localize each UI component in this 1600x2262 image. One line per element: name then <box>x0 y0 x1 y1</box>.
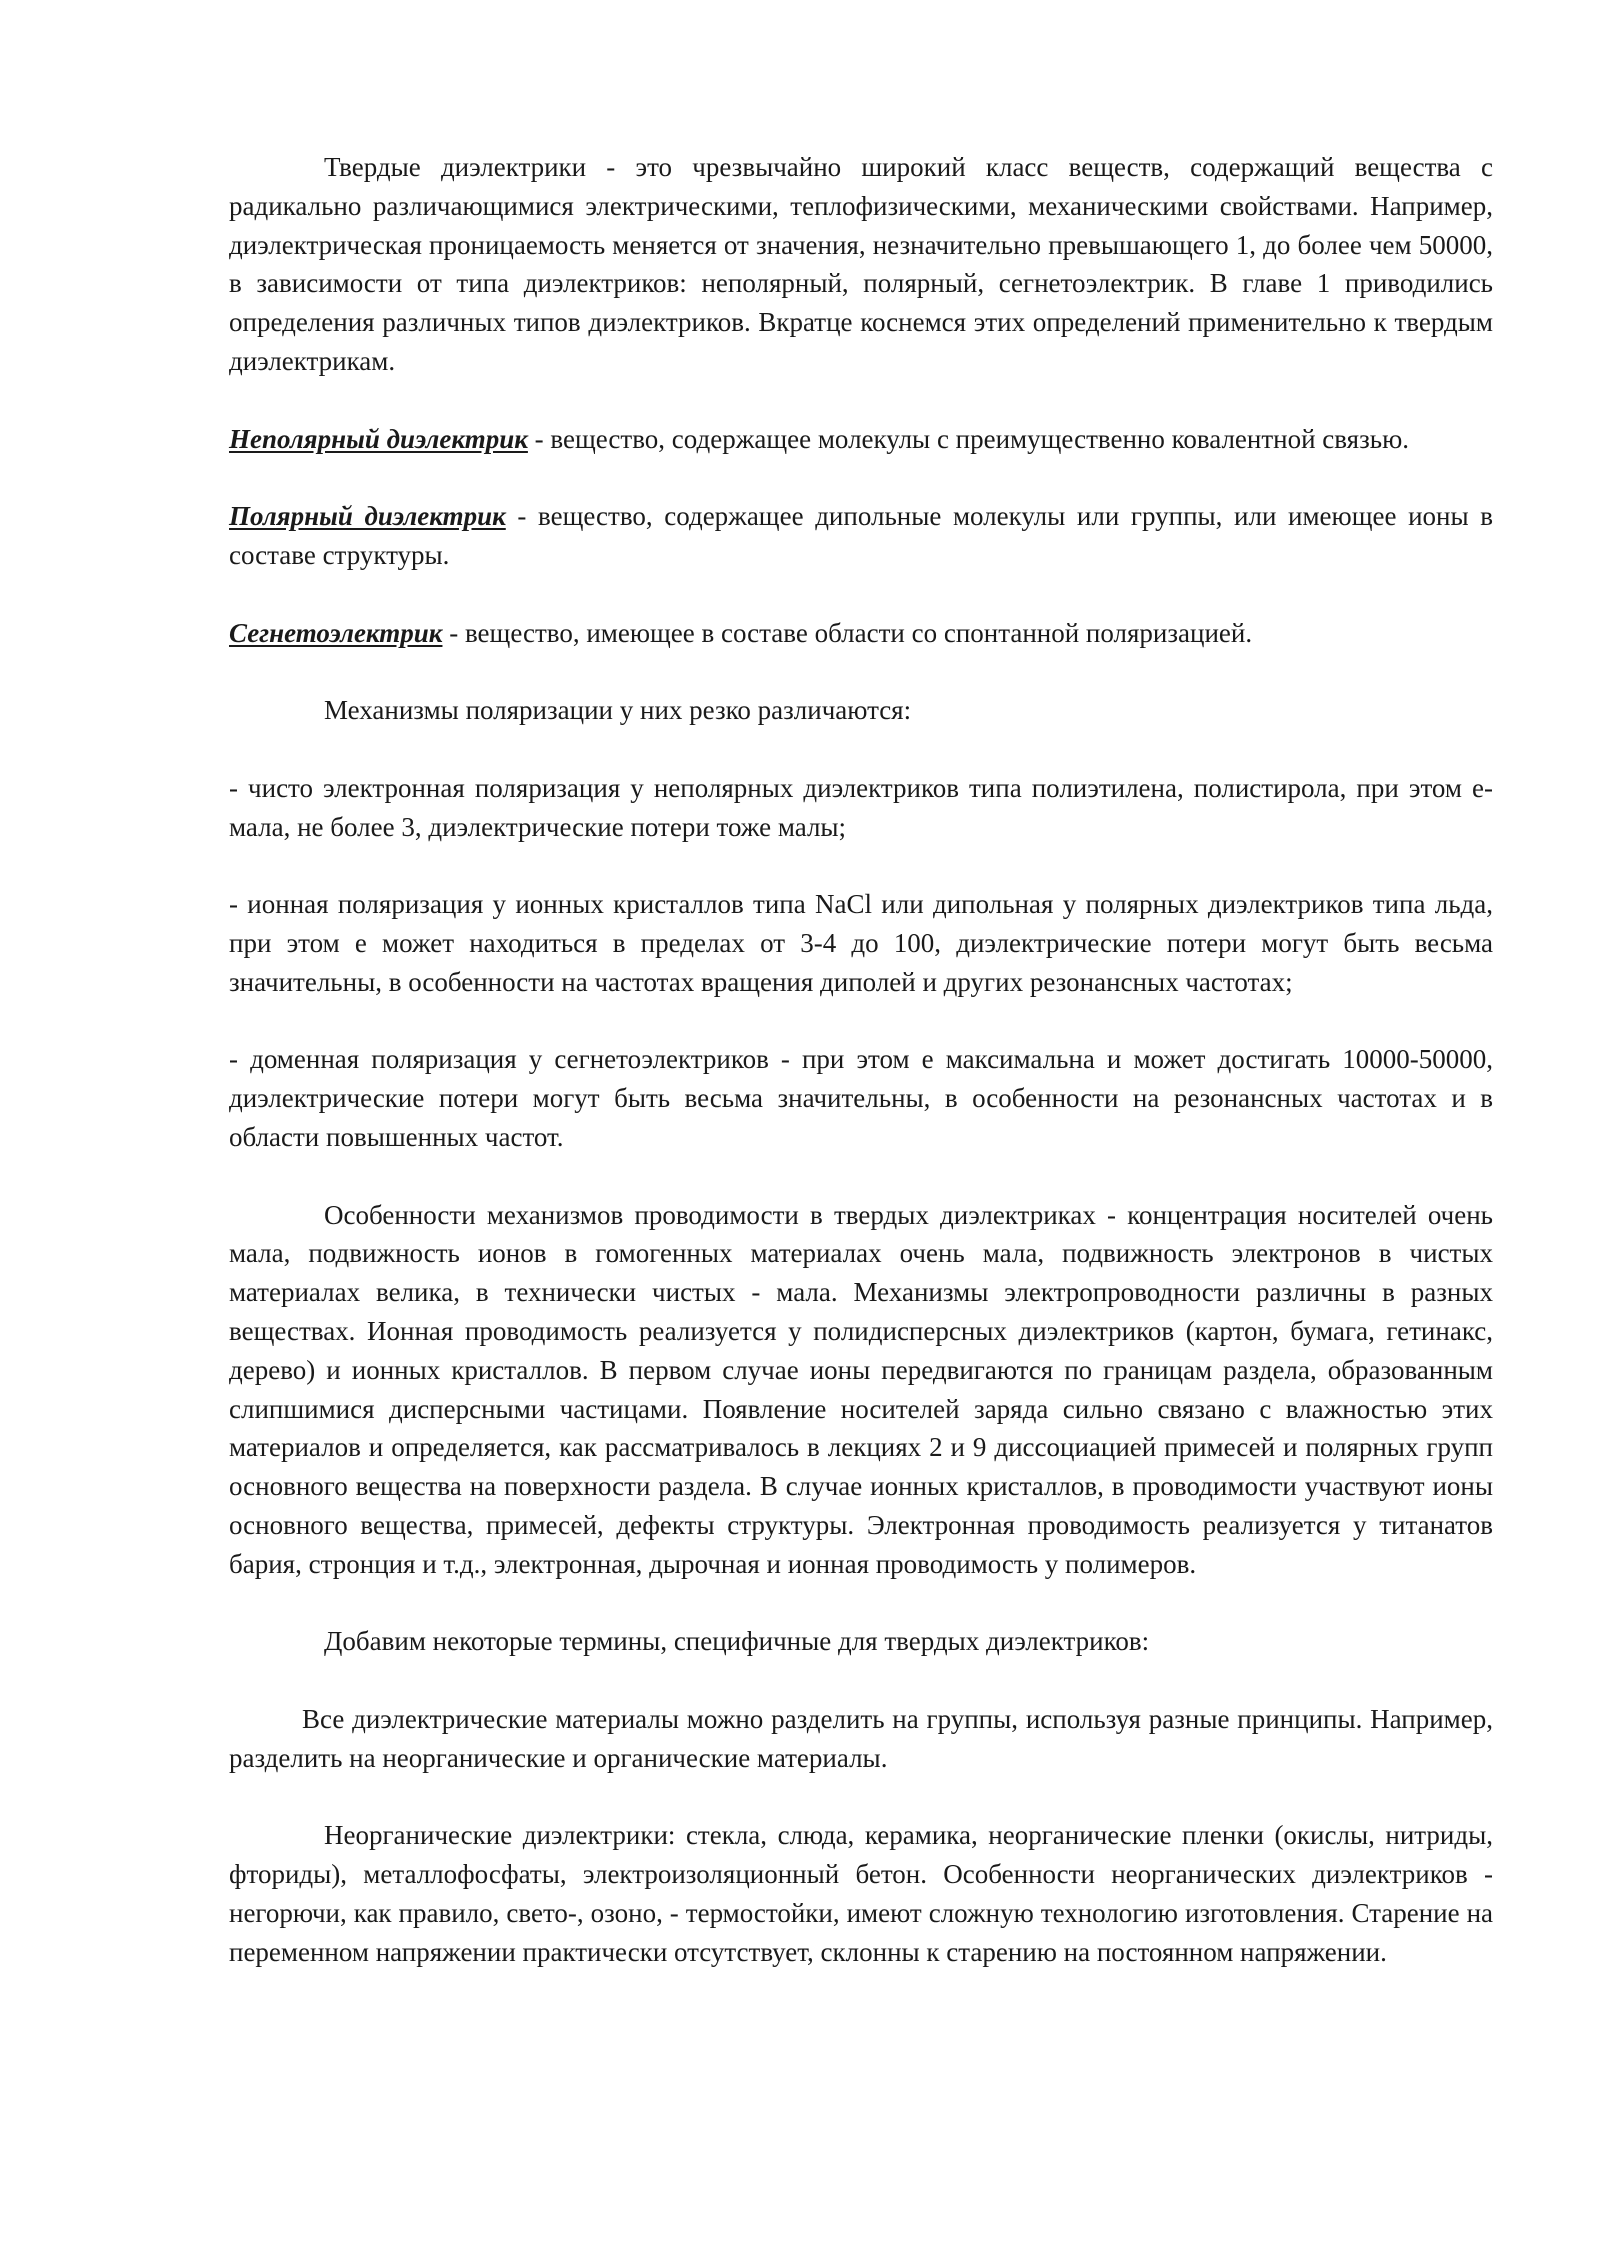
conductivity-paragraph: Особенности механизмов проводимости в твердых диэлектриках - концентрация носителей очень мала, подвижность ионов в гомогенных материалах очень мала, подвижность электронов в чистых материалах велика, в технически чистых - мала. Механизмы электропроводности различны в разных веществах. Ионная проводимость реализуется у полидисперсных диэлектриков (картон, бумага, гетинакс, дерево) и ионных кристаллов. В первом случае ионы передвигаются по границам раздела, образованным слипшимися дисперсными частицами. Появление носителей заряда сильно связано с влажностью этих материалов и определяется, как рассматривалось в лекциях 2 и 9 диссоциацией примесей и полярных групп основного вещества на поверхности раздела. В случае ионных кристаллов, в проводимости участвуют ионы основного вещества, примесей, дефекты структуры. Электронная проводимость реализуется у титанатов бария, стронция и т.д., электронная, дырочная и ионная проводимость у полимеров. <box>229 1199 1493 1579</box>
mechanism-item-electronic: - чисто электронная поляризация у неполярных диэлектриков типа полиэтилена, полистирола, при этом e-мала, не более 3, диэлектрические потери тоже малы; <box>229 772 1493 842</box>
definition-ferroelectric <box>229 614 1493 653</box>
definition-term: Неполярный диэлектрик <box>229 423 528 454</box>
inorganic-paragraph: Неорганические диэлектрики: стекла, слюда, керамика, неорганические пленки (окислы, нитриды, фториды), металлофосфаты, электроизоляционный бетон. Особенности неорганических диэлектриков - негорючи, как правило, свето-, озоно, - термостойки, имеют сложную технологию изготовления. Старение на переменном напряжении практически отсутствует, склонны к старению на постоянном напряжении. <box>229 1820 1493 1967</box>
definition-text: - вещество, имеющее в составе области со спонтанной поляризацией. <box>442 617 1253 648</box>
intro-paragraph: Твердые диэлектрики - это чрезвычайно широкий класс веществ, содержащий вещества с радикально различающимися электрическими, теплофизическими, механическими свойствами. Например, диэлектрическая проницаемость меняется от значения, незначительно превышающего 1, до более чем 50000, в зависимости от типа диэлектриков: неполярный, полярный, сегнетоэлектрик. В главе 1 приводились определения различных типов диэлектриков. Вкратце коснемся этих определений применительно к твердым диэлектрикам. <box>229 152 1493 376</box>
definition-nonpolar <box>229 420 1493 459</box>
definition-polar <box>229 497 1493 575</box>
mechanism-item-domain: - доменная поляризация у сегнетоэлектриков - при этом e максимальна и может достигать 10000-50000, диэлектрические потери могут быть весьма значительны, в особенности на резонансных частотах и в области повышенных частот. <box>229 1044 1493 1152</box>
groups-paragraph: Все диэлектрические материалы можно разделить на группы, используя разные принципы. Например, разделить на неорганические и органические материалы. <box>229 1703 1493 1773</box>
document-page <box>229 148 1493 1971</box>
definition-term: Полярный диэлектрик <box>229 501 506 532</box>
definition-text: - вещество, содержащее дипольные молекулы или группы, или имеющее ионы в составе структуры. <box>229 501 1493 570</box>
mechanism-item-ionic: - ионная поляризация у ионных кристаллов типа NaCl или дипольная у полярных диэлектриков типа льда, при этом e может находиться в пределах от 3-4 до 100, диэлектрические потери могут быть весьма значительны, в особенности на частотах вращения диполей и других резонансных частотах; <box>229 889 1493 997</box>
mechanisms-intro: Механизмы поляризации у них резко различаются: <box>324 695 912 726</box>
definition-term: Сегнетоэлектрик <box>229 617 443 648</box>
terms-intro: Добавим некоторые термины, специфичные для твердых диэлектриков: <box>324 1626 1150 1657</box>
definition-text: - вещество, содержащее молекулы с преимущественно ковалентной связью. <box>527 423 1410 454</box>
